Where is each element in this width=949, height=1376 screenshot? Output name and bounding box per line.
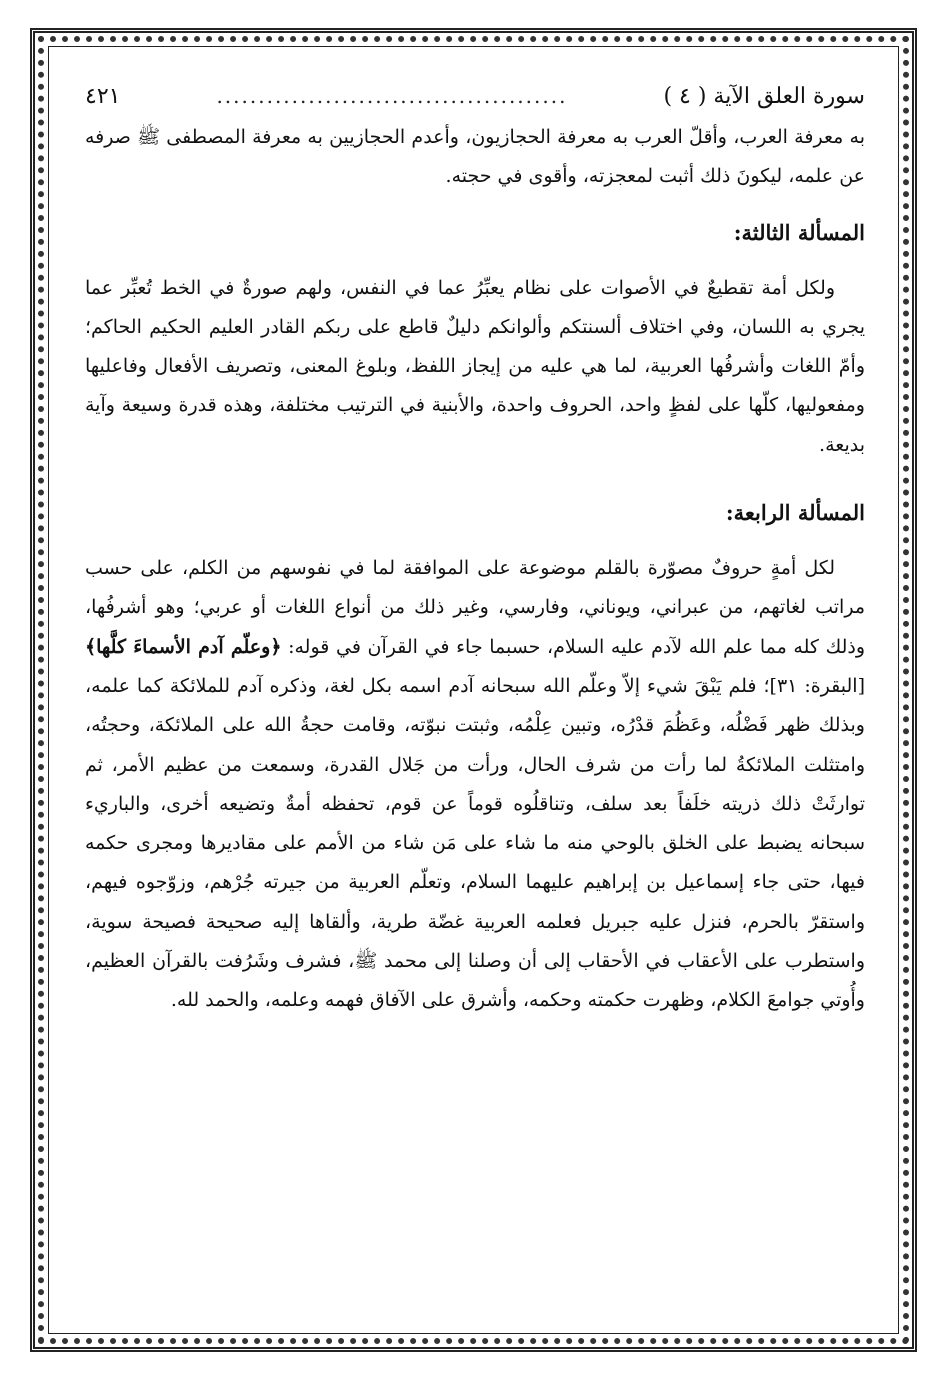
- quran-citation: [البقرة: ٣١]: [769, 674, 865, 697]
- section-heading-fourth: المسألة الرابعة:: [725, 500, 865, 526]
- section-fourth-text-part2: ؛ فلم يَبْقَ شيء إلاّ وعلّم الله سبحانه آدم اسمه بكل لغة، وذكره آدم للملائكة كما علمه، وبذلك ظهر فَضْلُه، وعَظُمَ قدْرُه، وتبين عِلْمُه، وثبتت نبوّته، وقامت حجةُ الله على الملائكة، وحجتُه، وامتثلت الملائكةُ لما رأت من شرف الحال، ورأت من جَلال القدرة، وسمعت من عظيم الأمر، ثم توارثَتْ ذلك ذريته خلَفاً بعد سلف، وتناقلُوه قوماً عن قوم، تحفظه أمةٌ وتضيعه أخرى، والباريء سبحانه يضبط على الخلق بالوحي منه ما شاء على مَن شاء من الأمم على مقاديرها ومجرى حكمه فيها، حتى جاء إسماعيل بن إبراهيم عليهما السلام، وتعلّم العربية من جيرته جُرْهم، وزوّجوه فيهم، واستقرّ بالحرم، فنزل عليه جبريل فعلمه العربية غضّة طرية، وألقاها إليه صحيحة فصيحة سوية، واستطرب على الأعقاب في الأحقاب إلى أن وصلنا إلى محمد ﷺ، فشرف وشَرُفت بالقرآن العظيم، وأُوتي جوامعَ الكلام، وظهرت حكمته وحكمه، وأشرق على الآفاق فهمه وعلمه، والحمد لله.: [85, 674, 865, 1012]
- section-third-paragraph: ولكل أمة تقطيعٌ في الأصوات على نظام يعبِّرُ عما في النفس، ولهم صورةٌ في الخط تُعبِّر عما يجري به اللسان، وفي اختلاف ألسنتكم وألوانكم دليلٌ قاطع على ربكم القادر العليم الحكيم الحاكم؛ وأمّ اللغات وأشرفُها العربية، لما هي عليه من إيجاز اللفظ، وبلوغ المعنى، وتصريف الأفعال وفاعليها ومفعوليها، كلّها على لفظٍ واحد، الحروف واحدة، والأبنية في الترتيب مختلفة، وهذه قدرة وسيعة وآية بديعة.: [85, 276, 865, 456]
- page-number: ٤٢١: [85, 84, 121, 109]
- section-heading-third: المسألة الثالثة:: [733, 219, 865, 245]
- section-fourth-text-part1: لكل أمةٍ حروفٌ مصوّرة بالقلم موضوعة على الموافقة لما في نفوسهم من الكلم، على حسب مراتب لغاتهم، من عبراني، ويوناني، وفارسي، وغير ذلك من أنواع اللغات أو عربي؛ وهو أشرفُها، وذلك كله مما علم الله لآدم عليه السلام، حسبما جاء في القرآن في قوله:: [85, 557, 865, 658]
- header-leader-dots: ..........................................: [216, 84, 568, 108]
- section-fourth-paragraph: [85, 549, 865, 1021]
- paragraph-continued: به معرفة العرب، وأقلّ العرب به معرفة الحجازيون، وأعدم الحجازيين به معرفة المصطفى ﷺ صرفه عن علمه، ليكونَ ذلك أثبت لمعجزته، وأقوى في حجته.: [85, 126, 865, 188]
- page-content: [85, 74, 865, 1314]
- sura-title: سورة العلق الآية ( ٤ ): [663, 84, 865, 109]
- running-header: [85, 74, 865, 118]
- quran-quote: ﴿وعلّم آدم الأسماءَ كلَّها﴾: [85, 635, 282, 658]
